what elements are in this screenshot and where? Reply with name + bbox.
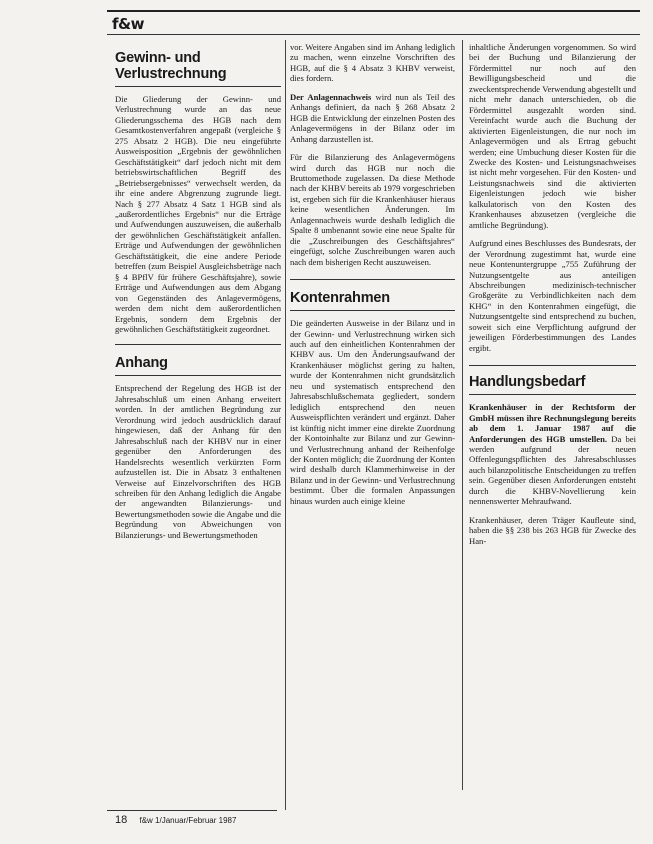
column-3 <box>469 42 636 554</box>
heading-handlungsbedarf: Handlungsbedarf <box>469 374 586 391</box>
page-footer <box>115 814 236 826</box>
page-number: 18 <box>115 814 128 826</box>
footer-rule <box>107 810 277 811</box>
top-rule <box>107 10 640 12</box>
paragraph: Aufgrund eines Beschlusses des Bundesrats, der der Verordnung zugestimmt hat, wurde eine neue Kontenuntergruppe „755 Zuführung der Nutzungsentgelte aus anteiligen Abschreibungen medizinisch-technischer Großgeräte zu Verbindlichkeiten nach dem KHG“ in den Kontenrahmen eingefügt, die Nutzungsentgelte sind entsprechend zu buchen, soweit sich eine Verpflichtung aufgrund der jeweiligen Förderbestimmungen des Landes ergibt. <box>469 238 636 353</box>
paragraph: Krankenhäuser, deren Träger Kaufleute sind, haben die §§ 238 bis 263 HGB für Zwecke des Han- <box>469 514 636 546</box>
issue-info: f&w 1/Januar/Februar 1987 <box>139 816 237 825</box>
paragraph: Für die Bilanzierung des Anlagevermögens wird durch das HGB nur noch die Bruttomethode zugelassen. Da diese Methode nach der KHBV bereits ab 1979 vorgeschrieben ist, ergeben sich für die Krankenhäuser hieraus keine wesentlichen Änderungen. Im Anlagennachweis wurde deshalb lediglich die Spalte 8 umbenannt sowie eine neue Spalte für die „Zuschreibungen des Geschäftsjahres“ eingefügt, solche Zuschreibungen waren auch nach dem bisherigen Recht auszuweisen. <box>290 152 455 267</box>
paragraph: Entsprechend der Regelung des HGB ist der Jahresabschluß um einen Anhang erweitert worden. In der amtlichen Begründung zur Verordnung wird jedoch ausdrücklich darauf hingewiesen, daß der Anhang für den Jahresabschluß nach der KHBV nur in einer gegenüber den Anforderungen des Handelsrechts wesentlich verkürzten Form aufzustellen ist. Die in Absatz 3 enthaltenen Verweise auf Einzelvorschriften des HGB schreiben für den Anhang lediglich die Angabe der angewandten Bilanzierungs- und Bewertungsmethoden sowie die Angabe und die Begründung von Abweichungen von Bilanzierungs- und Bewertungsmethoden <box>115 383 281 540</box>
section-rule <box>290 279 455 280</box>
heading-rule <box>290 310 455 311</box>
journal-logo: f&w <box>112 15 144 33</box>
heading-rule <box>469 394 636 395</box>
bold-lead: Krankenhäuser in der Rechtsform der GmbH müssen ihre Rechnungslegung bereits ab dem 1. Januar 1987 auf die Anforderungen des HGB umstellen. <box>469 402 636 444</box>
paragraph-text: wird nun als Teil des Anhangs definiert, da nach § 268 Absatz 2 HGB die Entwicklung der einzelnen Posten des Anlagevermögens in der Bilanz oder im Anhang darzustellen ist. <box>290 91 455 144</box>
paragraph: inhaltliche Änderungen vorgenommen. So wird bei der Buchung und Bilanzierung der Fördermittel nur noch auf den Bewilligungsbescheid und die zweckentsprechende Verwendung abgestellt und nicht mehr danach unterschieden, ob die Fördermittel ausgezahlt worden sind. Vereinfacht wurde auch die Buchung der aktivierten Eigenleistungen, die nur noch im Anlagevermögen und als Ertrag gebucht werden; eine Umbuchung dieser Kosten für die Zwecke des Kosten- und Leistungsnachweises ist nicht mehr vorgesehen. Für den Kosten- und Leistungsnachweis sind die aktivierten Eigenleistungen jedoch wie bisher kalkulatorisch von den Kosten des Krankenhauses abzusetzen (vergleiche die amtliche Begründung). <box>469 42 636 230</box>
heading-rule <box>115 375 281 376</box>
paragraph <box>469 402 636 507</box>
section-rule <box>115 344 281 345</box>
paragraph: Die geänderten Ausweise in der Bilanz und in der Gewinn- und Verlustrechnung wirken sich auch auf den einheitlichen Kontenrahmen der KHBV aus. Um den Änderungsaufwand der Krankenhäuser möglichst gering zu halten, wurde der Kontenrahmen nicht grundsätzlich neu und systematisch entsprechend den Jahresabschlußschemata gegliedert, sondern lediglich entsprechend den neuen Ausweispflichten verändert und ergänzt. Daher ist künftig nicht immer eine direkte Zuordnung der Kontoinhalte zur Bilanz und zur Gewinn- und Verlustrechnung anhand der Reihenfolge der Konten möglich; die Zuordnung der Konten wird deshalb durch Klammerhinweise in der Bilanz und in der Gewinn- und Verlustrechnung bestimmt. Über die formalen Anpassungen hinaus wurden auch einige kleine <box>290 318 455 506</box>
section-rule <box>469 365 636 366</box>
bold-term: Der Anlagennachweis <box>290 91 372 102</box>
paragraph: Die Gliederung der Gewinn- und Verlustrechnung wurde an das neue Gliederungsschema des HGB nach dem Gesamtkostenverfahren angepaßt (vergleiche § 275 Absatz 2 HGB). Die neu eingeführte Ausweisposition „Ergebnis der gewöhnlichen Geschäftstätigkeit“ darf jedoch nicht mit dem betriebswirtschaftlichen Begriff des „Betriebsergebnisses“ verwechselt werden, da ihr eine andere Abgrenzung zugrunde liegt. Nach § 277 Absatz 4 Satz 1 HGB sind als „außerordentliches Ergebnis“ nur die Erträge und Aufwendungen auszuweisen, die außerhalb der gewöhnlichen Geschäftstätigkeit anfallen. Erträge und Aufwendungen der gewöhnlichen Geschäftstätigkeit, die eine andere Periode betreffen (zum Beispiel Ausgleichsbeträge nach § 4 BPflV für frühere Geschäftsjahre), sowie Erträge und Aufwendungen aus dem Abgang von Gegenständen des Anlagevermögens, werden dem nicht dem außerordentlichen Ergebnis, sondern dem Ergebnis der gewöhnlichen Geschäftstätigkeit zugeordnet. <box>115 94 281 334</box>
column-divider-1 <box>285 40 286 810</box>
column-1 <box>115 40 281 548</box>
paragraph: vor. Weitere Angaben sind im Anhang lediglich zu machen, wenn einzelne Vorschriften des HGB, auf die § 4 Absatz 3 KHBV verweist, dies fordern. <box>290 42 455 84</box>
paragraph-text: Da bei werden aufgrund der neuen Offenlegungspflichten des Jahresabschlusses auch bilanzpolitische Entscheidungen zu treffen sein. Gegenüber diesen Anforderungen entsteht durch die KHBV-Novellierung kein nennenswerter Mehraufwand. <box>469 433 636 507</box>
header-rule <box>107 34 640 35</box>
paragraph <box>290 92 455 144</box>
heading-gewinn-verlust: Gewinn- und Verlustrechnung <box>115 50 227 82</box>
heading-kontenrahmen: Kontenrahmen <box>290 290 390 307</box>
heading-rule <box>115 86 281 87</box>
column-2 <box>290 42 455 514</box>
heading-anhang: Anhang <box>115 355 168 372</box>
column-divider-2 <box>462 40 463 790</box>
